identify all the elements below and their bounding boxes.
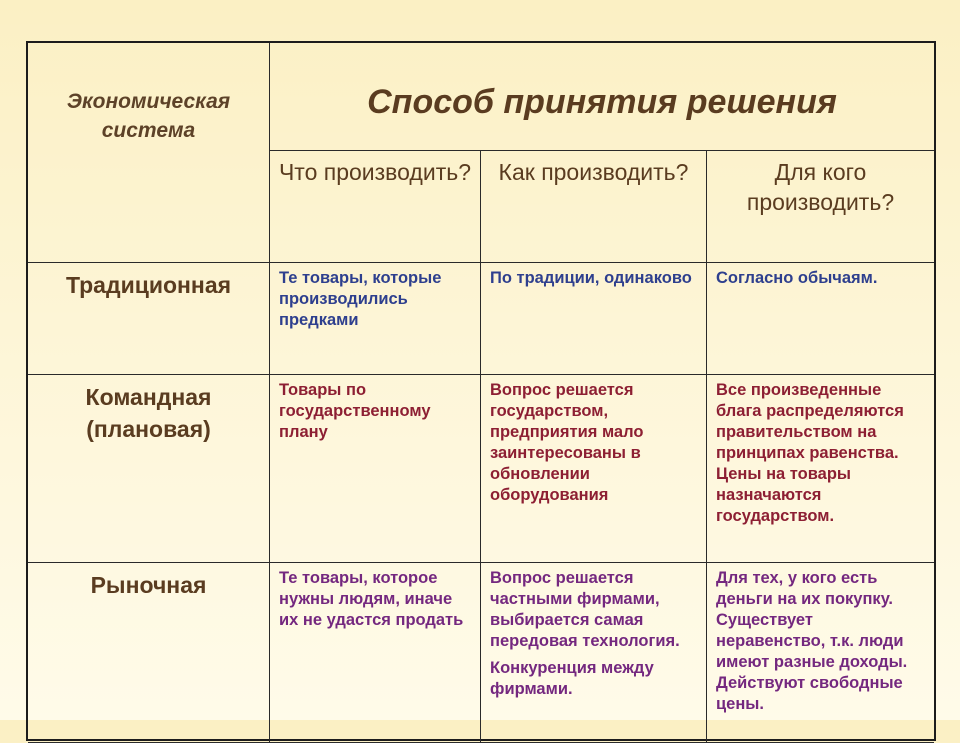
command-what-text: Товары по государственному плану <box>279 381 431 441</box>
header-economic-system <box>28 43 270 263</box>
row-command-label: Командная (плановая) <box>85 384 212 442</box>
header-for-whom-to-produce-label: Для кого производить? <box>746 159 895 215</box>
market-what-text: Те товары, которое нужны людям, иначе их не удастся продать <box>279 569 464 629</box>
header-for-whom-to-produce <box>707 151 934 263</box>
row-market-label: Рыночная <box>90 572 207 598</box>
market-how-cell <box>481 563 707 743</box>
traditional-for-whom-cell <box>707 263 934 375</box>
command-what-cell <box>270 375 481 563</box>
market-what-cell <box>270 563 481 743</box>
traditional-how-cell <box>481 263 707 375</box>
economic-systems-table <box>26 41 936 741</box>
traditional-how-text: По традиции, одинаково <box>490 269 692 287</box>
row-market-header <box>28 563 270 743</box>
market-competition-text: Конкуренция между фирмами. <box>490 659 654 698</box>
traditional-what-cell <box>270 263 481 375</box>
row-command-header <box>28 375 270 563</box>
header-what-to-produce <box>270 151 481 263</box>
header-how-to-produce <box>481 151 707 263</box>
header-economic-system-label: Экономическая система <box>66 90 231 142</box>
header-decision-method <box>270 43 934 151</box>
traditional-for-whom-text: Согласно обычаям. <box>716 269 878 287</box>
command-for-whom-text: Все произведенные блага распределяются правительством на принципах равенства. Цены на товары назначаются государством. <box>716 381 904 525</box>
header-how-to-produce-label: Как производить? <box>498 159 689 185</box>
market-how-text: Вопрос решается частными фирмами, выбирается самая передовая технология. <box>490 569 680 650</box>
header-decision-method-title: Способ принятия решения <box>367 83 837 121</box>
market-for-whom-text: Для тех, у кого есть деньги на их покупку. Существует неравенство, т.к. люди имеют разные доходы. Действуют свободные цены. <box>716 569 908 713</box>
traditional-what-text: Те товары, которые производились предками <box>279 269 442 329</box>
row-traditional-header <box>28 263 270 375</box>
command-how-cell <box>481 375 707 563</box>
row-traditional-label: Традиционная <box>65 272 232 298</box>
market-for-whom-cell <box>707 563 934 743</box>
command-for-whom-cell <box>707 375 934 563</box>
command-how-text: Вопрос решается государством, предприятия мало заинтересованы в обновлении оборудования <box>490 381 644 504</box>
header-what-to-produce-label: Что производить? <box>278 159 472 185</box>
